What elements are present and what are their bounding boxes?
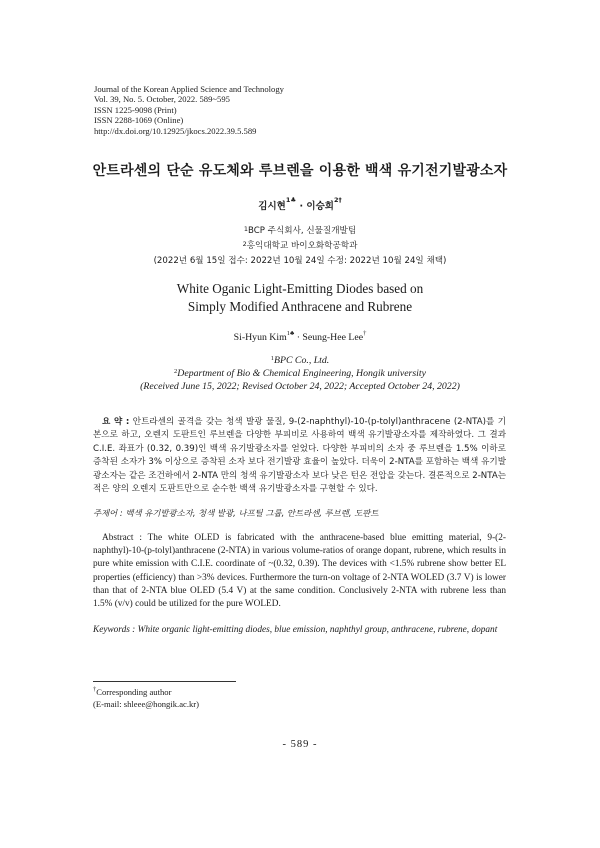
english-keywords xyxy=(93,624,558,637)
english-author-1: Si-Hyun Kim xyxy=(233,332,287,343)
footnote-corresponding: Corresponding author xyxy=(96,687,172,697)
korean-author-separator: · xyxy=(296,201,307,212)
korean-title: 안트라센의 단순 유도체와 루브렌을 이용한 백색 유기전기발광소자 xyxy=(92,163,508,179)
english-affiliations xyxy=(0,354,600,393)
english-author-1-mark: 1♣ xyxy=(286,330,295,337)
english-aff1-text: BPC Co., Ltd. xyxy=(273,355,330,366)
korean-abstract xyxy=(93,416,506,496)
korean-keywords-text: 백색 유기발광소자, 청색 발광, 나프틸 그룹, 안트라센, 루브렌, 도판트 xyxy=(125,508,379,518)
journal-name: Journal of the Korean Applied Science and Technology xyxy=(94,84,284,94)
journal-volume: Vol. 39, No. 5. October, 2022. 589~595 xyxy=(94,94,230,105)
english-aff2-mark: 2 xyxy=(174,368,178,375)
english-title xyxy=(0,280,600,316)
english-author-2-mark: † xyxy=(363,330,367,337)
english-title-line-2: Simply Modified Anthracene and Rubrene xyxy=(187,299,413,314)
english-title-line-1: White Oganic Light-Emitting Diodes based on xyxy=(176,281,424,296)
english-author-separator: · xyxy=(294,332,303,343)
korean-aff1-mark: 1 xyxy=(243,225,248,233)
korean-author-1-mark: 1♣ xyxy=(285,196,297,204)
korean-dates: (2022년 6월 15일 접수: 2022년 10월 24일 수정: 2022년 10월 24일 채택) xyxy=(153,256,447,266)
korean-author-1: 김시현 xyxy=(258,201,286,212)
footnote-line-1 xyxy=(93,686,199,698)
korean-keywords xyxy=(93,507,506,520)
doi-link[interactable]: http://dx.doi.org/10.12925/jkocs.2022.39.5.589 xyxy=(94,125,257,136)
page-number: - 589 - xyxy=(282,739,318,750)
english-dates: (Received June 15, 2022; Revised October 24, 2022; Accepted October 24, 2022) xyxy=(140,381,460,392)
footnote xyxy=(93,686,199,710)
english-aff2-text: Department of Bio & Chemical Engineering, Hongik university xyxy=(177,368,426,379)
english-abstract-label: Abstract : xyxy=(102,533,142,543)
footnote-email: (E-mail: shleee@hongik.ac.kr) xyxy=(93,699,199,709)
korean-affiliation-2 xyxy=(0,239,600,254)
korean-authors xyxy=(0,198,600,212)
issn-print: ISSN 1225-9098 (Print) xyxy=(94,104,177,115)
issn-online: ISSN 2288-1069 (Online) xyxy=(94,115,184,126)
english-abstract xyxy=(93,532,506,611)
english-affiliation-1 xyxy=(0,354,600,367)
korean-aff1-text: BCP 주식회사, 신물질개발팀 xyxy=(248,226,357,236)
english-author-2: Seung-Hee Lee xyxy=(302,332,364,343)
english-keywords-text: White organic light-emitting diodes, blue emission, naphthyl group, anthracene, rubrene, dopant xyxy=(137,625,498,635)
footnote-divider xyxy=(93,681,236,682)
korean-affiliations xyxy=(0,224,600,269)
korean-abstract-label: 요 약 : xyxy=(102,417,130,427)
korean-author-2: 이승희 xyxy=(306,201,334,212)
journal-header xyxy=(94,84,394,136)
footnote-mark: † xyxy=(93,686,97,693)
english-affiliation-2 xyxy=(0,367,600,380)
english-authors xyxy=(0,332,600,343)
korean-keywords-label: 주제어 : xyxy=(93,508,123,518)
korean-abstract-text: 안트라센의 골격을 갖는 청색 발광 물질, 9-(2-naphthyl)-10-(p-tolyl)anthracene (2-NTA)를 기본으로 하고, 오렌지 도판트인 루브렌을 다양한 부피비로 사용하여 백색 유기발광소자를 제작하였다. 그 결과 C.I.E. 좌표가 (0.32, 0.39)인 백색 유기발광소자를 얻었다. 다양한 부피비의 소자 중 루브렌을 1.5% 이하로 증착된 소자가 3% 이상으로 증착된 소자 보다 전기발광 효율이 높았다. 더욱이 2-NTA를 포함하는 백색 유기발광소자는 같은 조건하에서 2-NTA 만의 청색 유기발광소자 보다 낮은 턴온 전압을 갖는다. 결론적으로 2-NTA는 적은 양의 오렌지 도판트만으로 순수한 백색 유기발광소자를 구현할 수 있다. xyxy=(93,417,506,495)
english-keywords-label: Keywords : xyxy=(93,625,136,635)
korean-aff2-text: 홍익대학교 바이오화학공학과 xyxy=(246,241,358,251)
korean-affiliation-1 xyxy=(0,224,600,239)
korean-author-2-mark: 2† xyxy=(333,196,342,204)
korean-aff2-mark: 2 xyxy=(242,240,247,248)
english-abstract-text: The white OLED is fabricated with the anthracene-based blue emitting material, 9-(2-naphthyl)-10-(p-tolyl)anthracene (2-NTA) in various volume-ratios of orange dopant, rubrene, which results in pure white emission with C.I.E. coordinate of ~(0.32, 0.39). The devices with <1.5% rubrene show better EL properties (efficiency) than >3% devices. Furthermore the turn-on voltage of 2-NTA WOLED (3.7 V) is lower than that of 2-NTA blue OLED (5.4 V) at the same condition. Conclusively 2-NTA with rubrene less than 1.5% (v/v) could be utilized for the pure WOLED. xyxy=(93,533,507,610)
english-aff1-mark: 1 xyxy=(270,355,274,362)
